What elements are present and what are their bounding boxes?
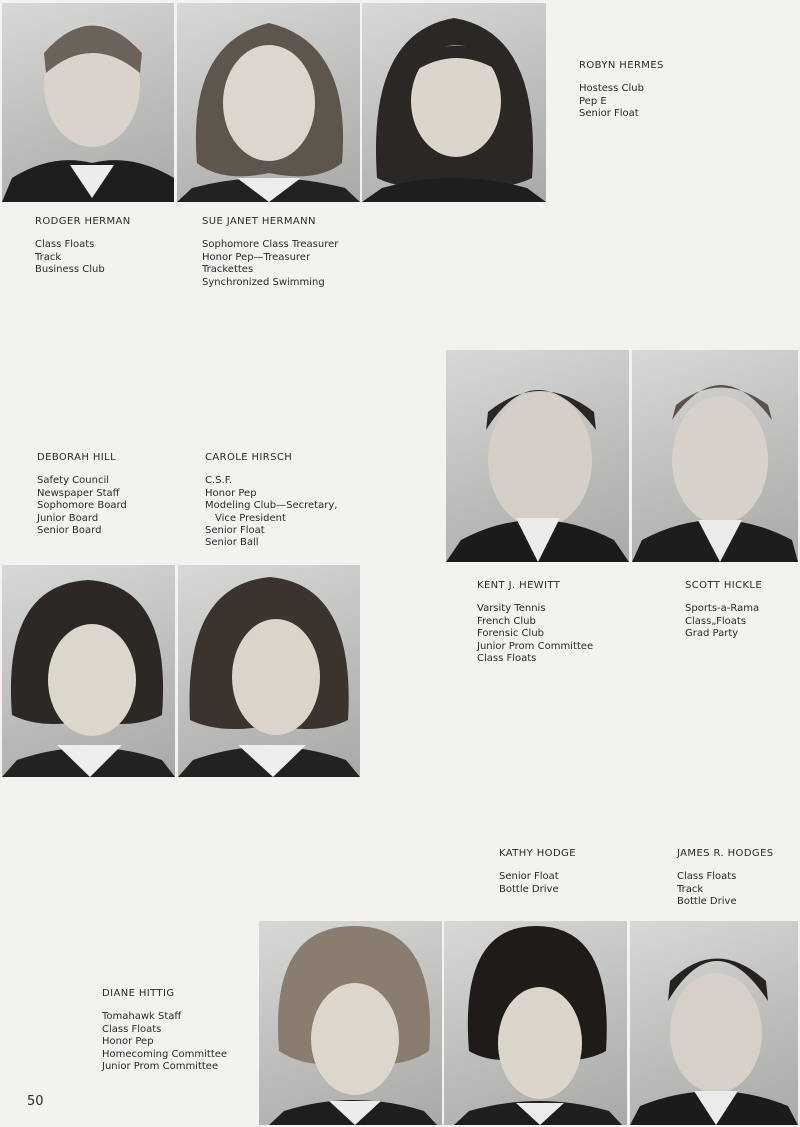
activity: Honor Pep [205,487,257,499]
activity: Trackettes [202,264,254,276]
activity: Honor Pep—Treasurer [202,251,311,263]
activity: Safety Council [37,475,109,487]
activity: Class Floats [35,239,95,251]
entry-scott-hickle [685,580,762,641]
activity: Senior Board [37,525,102,537]
student-name: ROBYN HERMES [579,60,664,71]
photo-sue-janet-hermann [177,3,360,202]
student-name: CAROLE HIRSCH [205,452,293,463]
photo-scott-hickle [632,350,798,562]
activity: Forensic Club [477,628,545,640]
student-name: KATHY HODGE [499,848,576,859]
activity: Newspaper Staff [37,487,120,499]
entry-kathy-hodge [499,848,576,896]
student-name: SCOTT HICKLE [685,580,763,591]
activity: Vice President [215,512,286,524]
page-number: 50 [27,1094,44,1109]
activity: Modeling Club—Secretary, [205,500,338,512]
activity: Junior Board [37,512,99,524]
photo-james-hodges [630,921,798,1125]
activity: Senior Float [499,871,559,883]
activity: Hostess Club [579,83,644,95]
student-name: JAMES R. HODGES [677,848,774,859]
photo-kent-hewitt [446,350,629,562]
entry-sue-janet-hermann [202,216,338,289]
activity: C.S.F. [205,475,233,487]
student-name: RODGER HERMAN [35,216,131,227]
entry-james-hodges [677,848,774,909]
activity: Synchronized Swimming [202,276,325,288]
photo-deborah-hill [2,565,175,777]
activity: Class„Floats [685,615,747,627]
activity: Sophomore Class Treasurer [202,239,339,251]
entry-carole-hirsch [205,452,337,550]
activity: Senior Float [205,525,265,537]
student-name: DEBORAH HILL [37,452,117,463]
activity: Junior Prom Committee [102,1061,219,1073]
student-name: DIANE HITTIG [102,988,175,999]
activity: Track [677,883,704,895]
photo-kathy-hodge [444,921,627,1125]
entry-kent-hewitt [477,580,593,665]
activity: Varsity Tennis [477,603,546,615]
activity: Honor Pep [102,1036,154,1048]
activity: Sophomore Board [37,500,127,512]
activity: Senior Float [579,108,639,120]
activity: Tomahawk Staff [102,1011,182,1023]
activity: Sports-a-Rama [685,603,760,615]
entry-diane-hittig [102,988,227,1073]
activity: Grad Party [685,628,739,640]
activity: Bottle Drive [677,896,737,908]
activity: Class Floats [677,871,737,883]
photo-rodger-herman [2,3,174,202]
entry-rodger-herman [35,216,131,277]
activity: Homecoming Committee [102,1048,228,1060]
entry-deborah-hill [37,452,127,537]
activity: Senior Ball [205,537,259,549]
photo-robyn-hermes [362,3,546,202]
activity: Business Club [35,264,105,276]
activity: Pep E [579,95,607,107]
activity: Bottle Drive [499,883,559,895]
student-name: SUE JANET HERMANN [202,216,316,227]
student-name: KENT J. HEWITT [477,580,561,591]
activity: Track [35,251,62,263]
activity: Class Floats [102,1023,162,1035]
activity: Class Floats [477,653,537,665]
activity: Junior Prom Committee [477,640,594,652]
activity: French Club [477,615,536,627]
entry-robyn-hermes [579,60,664,121]
photo-diane-hittig [259,921,442,1125]
photo-carole-hirsch [178,565,360,777]
